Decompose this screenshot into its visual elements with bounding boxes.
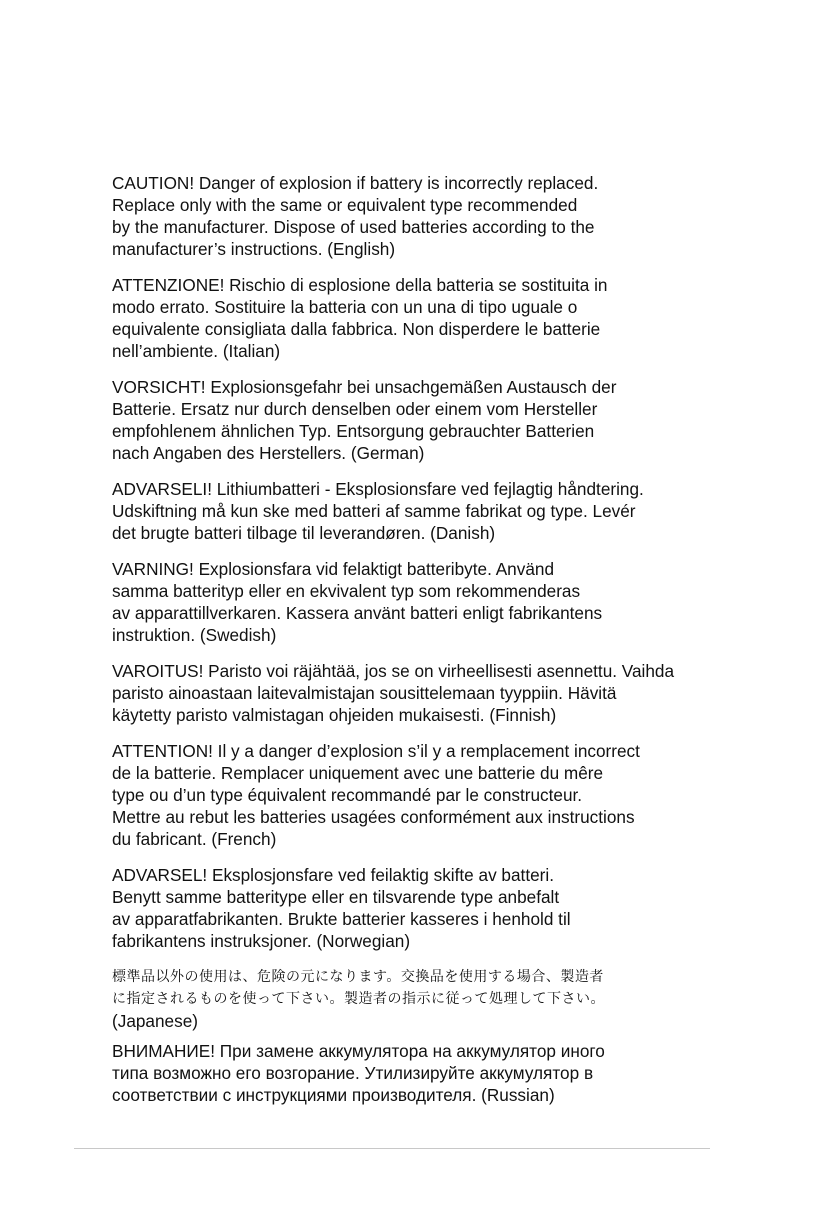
warning-line: VARNING! Explosionsfara vid felaktigt batteribyte. Använd — [112, 559, 554, 579]
warning-line: instruktion. (Swedish) — [112, 625, 277, 645]
warning-finnish — [112, 660, 722, 726]
warning-line: (Japanese) — [112, 1011, 198, 1031]
warning-line: equivalente consigliata dalla fabbrica. Non disperdere le batterie — [112, 319, 601, 339]
warning-italian — [112, 274, 722, 362]
warning-line: du fabricant. (French) — [112, 829, 277, 849]
warning-danish — [112, 478, 722, 544]
warning-line: type ou d’un type équivalent recommandé par le constructeur. — [112, 785, 583, 805]
warning-line: käytetty paristo valmistagan ohjeiden mukaisesti. (Finnish) — [112, 705, 557, 725]
warning-line: av apparattillverkaren. Kassera använt batteri enligt fabrikantens — [112, 603, 603, 623]
warning-line: Mettre au rebut les batteries usagées conformément aux instructions — [112, 807, 635, 827]
warning-line: に指定されるものを使って下さい。製造者の指示に従って処理して下さい。 — [112, 991, 605, 1007]
warning-line: Replace only with the same or equivalent type recommended — [112, 195, 578, 215]
warning-german — [112, 376, 722, 464]
warning-line: fabrikantens instruksjoner. (Norwegian) — [112, 931, 411, 951]
warning-russian — [112, 1040, 722, 1106]
warning-line: ВНИМАНИЕ! При замене аккумулятора на аккумулятор иного — [112, 1041, 605, 1061]
warning-line: ATTENTION! Il y a danger d’explosion s’il y a remplacement incorrect — [112, 741, 640, 761]
warning-line: manufacturer’s instructions. (English) — [112, 239, 396, 259]
warning-line: Udskiftning må kun ske med batteri af samme fabrikat og type. Levér — [112, 501, 636, 521]
warning-swedish — [112, 558, 722, 646]
warning-line: Batterie. Ersatz nur durch denselben oder einem vom Hersteller — [112, 399, 598, 419]
warning-line: CAUTION! Danger of explosion if battery is incorrectly replaced. — [112, 173, 599, 193]
warning-line: Benytt samme batteritype eller en tilsvarende type anbefalt — [112, 887, 560, 907]
warning-french — [112, 740, 722, 850]
warning-line: ADVARSELI! Lithiumbatteri - Eksplosionsfare ved fejlagtig håndtering. — [112, 479, 644, 499]
warning-line: paristo ainoastaan laitevalmistajan sousittelemaan tyyppiin. Hävitä — [112, 683, 617, 703]
warning-english — [112, 172, 722, 260]
warning-line: VORSICHT! Explosionsgefahr bei unsachgemäßen Austausch der — [112, 377, 617, 397]
warning-line: nach Angaben des Herstellers. (German) — [112, 443, 425, 463]
warning-line: modo errato. Sostituire la batteria con un una di tipo uguale o — [112, 297, 578, 317]
warning-japanese — [112, 966, 722, 1032]
footer-divider — [74, 1148, 710, 1149]
warning-line: VAROITUS! Paristo voi räjähtää, jos se on virheellisesti asennettu. Vaihda — [112, 661, 675, 681]
warning-line: nell’ambiente. (Italian) — [112, 341, 281, 361]
battery-warnings — [112, 172, 722, 1120]
warning-line: empfohlenem ähnlichen Typ. Entsorgung gebrauchter Batterien — [112, 421, 595, 441]
warning-line: by the manufacturer. Dispose of used batteries according to the — [112, 217, 595, 237]
warning-line: типа возможно его возгорание. Утилизируйте аккумулятор в — [112, 1063, 594, 1083]
warning-line: 標準品以外の使用は、危険の元になります。交換品を使用する場合、製造者 — [112, 969, 604, 985]
warning-norwegian — [112, 864, 722, 952]
warning-line: соответствии с инструкциями производителя. (Russian) — [112, 1085, 555, 1105]
warning-line: ADVARSEL! Eksplosjonsfare ved feilaktig skifte av batteri. — [112, 865, 554, 885]
warning-line: de la batterie. Remplacer uniquement avec une batterie du mêre — [112, 763, 604, 783]
warning-line: samma batterityp eller en ekvivalent typ som rekommenderas — [112, 581, 581, 601]
warning-line: ATTENZIONE! Rischio di esplosione della batteria se sostituita in — [112, 275, 608, 295]
warning-line: det brugte batteri tilbage til leverandøren. (Danish) — [112, 523, 496, 543]
warning-line: av apparatfabrikanten. Brukte batterier kasseres i henhold til — [112, 909, 571, 929]
